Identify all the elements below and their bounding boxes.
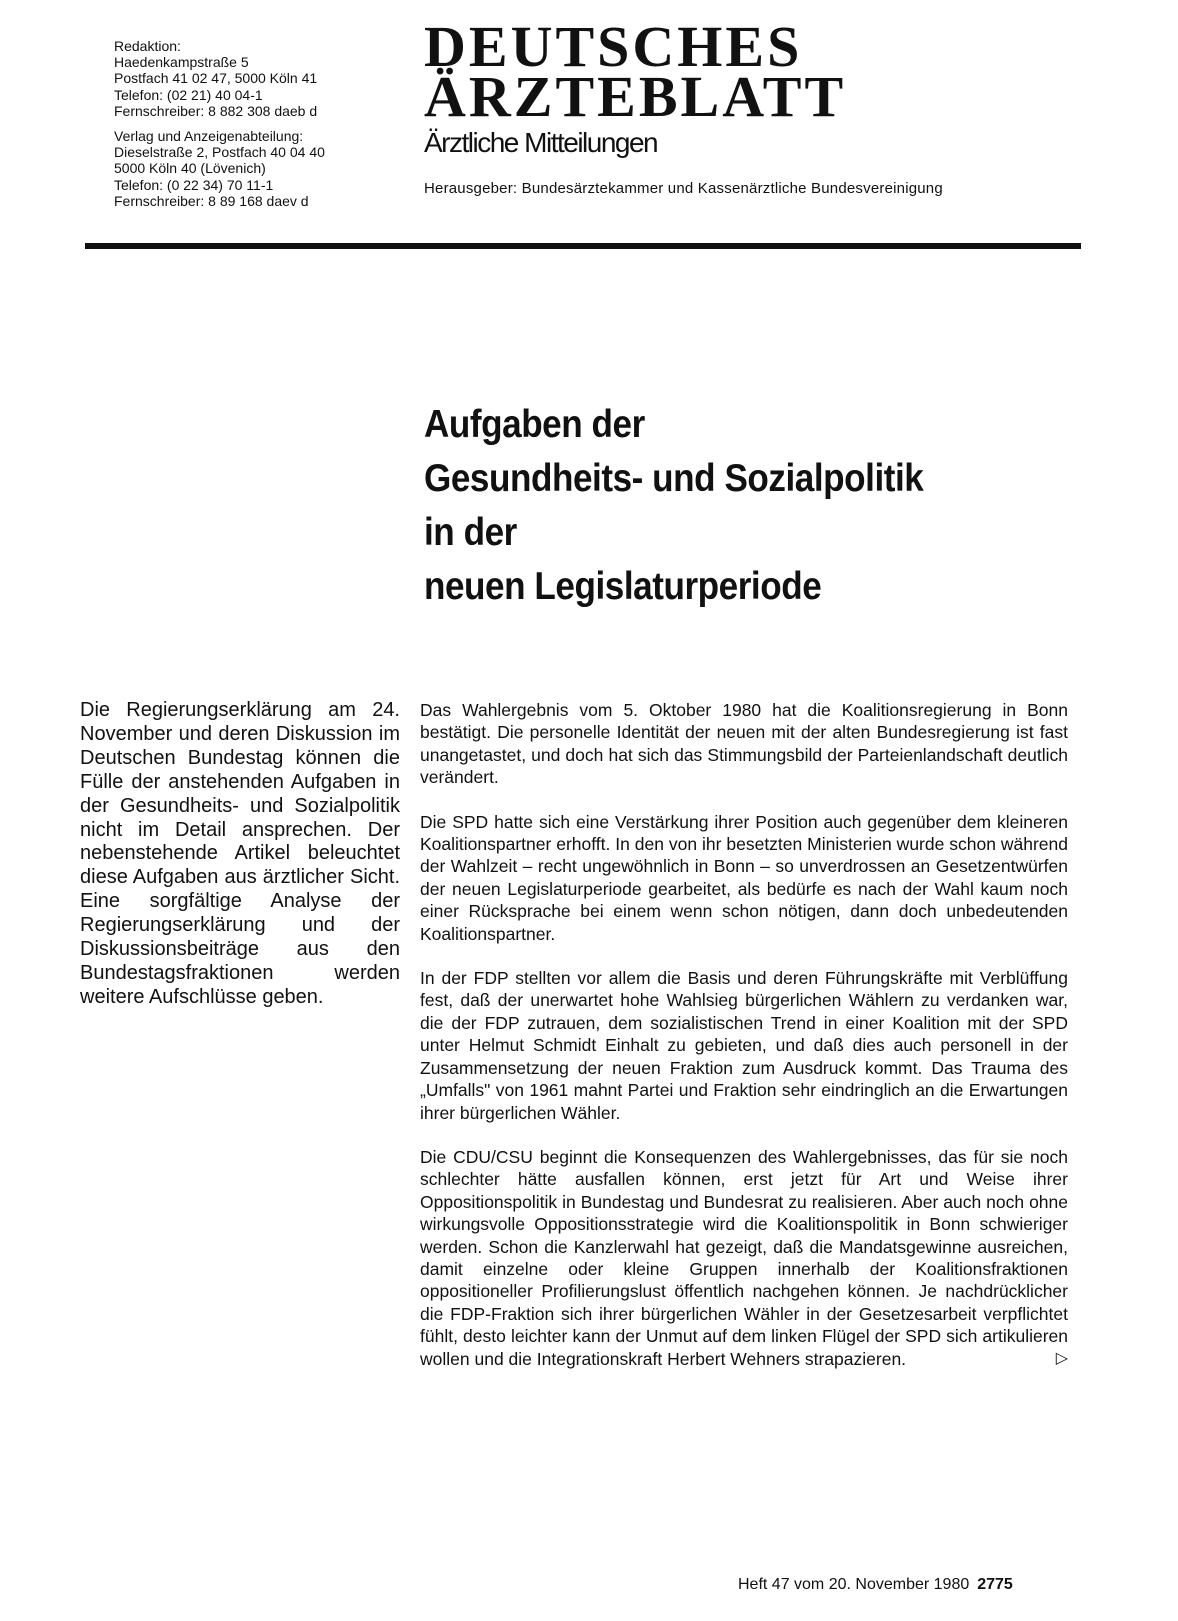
verlag-line: Fernschreiber: 8 89 168 daev d: [114, 192, 309, 209]
verlag-line: Verlag und Anzeigenabteilung:: [114, 128, 304, 145]
article-headline: [424, 398, 1104, 614]
issue-label: Heft 47 vom 20. November 1980: [738, 1576, 970, 1593]
body-paragraph: Das Wahlergebnis vom 5. Oktober 1980 hat die Koalitionsregierung in Bonn bestätigt. Die personelle Identität der neuen mit der alten Bundesregierung ist fast unangetastet, und doch hat sich das Stimmungsbild der Parteienlandschaft deutlich verändert.: [420, 700, 1068, 788]
body-paragraph: In der FDP stellten vor allem die Basis und deren Führungskräfte mit Verblüffung fest, daß der unerwartet hohe Wahlsieg bürgerlichen Wählern zu verdanken war, die der FDP zutrauen, dem sozialistischen Trend in einer Koalition mit der SPD unter Helmut Schmidt Einhalt zu gebieten, und daß dies auch personell in der Zusammensetzung der neuen Fraktion zum Ausdruck kommt. Das Trauma des „Umfalls" von 1961 mahnt Partei und Fraktion sehr eindringlich an die Erwartungen ihrer bürgerlichen Wähler.: [420, 968, 1068, 1123]
masthead-title-line2: ÄRZTEBLATT: [424, 64, 847, 129]
header-rule: [85, 243, 1081, 249]
body-paragraph: Die SPD hatte sich eine Verstärkung ihrer Position auch gegenüber dem kleineren Koalitionspartner erhofft. In den von ihr besetzten Ministerien wurde schon während der Wahlzeit – recht ungewöhnlich in Bonn – so unverdrossen an Gesetzentwürfen der neuen Legislaturperiode gearbeitet, als bedürfe es nach der Wahl kaum noch einer Rücksprache bei einem wenn schon nötigen, dann doch unbedeutenden Koalitionspartner.: [420, 811, 1068, 944]
headline-line: Gesundheits- und Sozialpolitik: [424, 457, 924, 500]
body-paragraph-last: [420, 1146, 1068, 1370]
headline-line: Aufgaben der: [424, 403, 645, 446]
verlag-line: Dieselstraße 2, Postfach 40 04 40: [114, 144, 325, 161]
redaktion-line: Fernschreiber: 8 882 308 daeb d: [114, 102, 318, 119]
article-body: [420, 699, 1068, 1370]
masthead-title-line1: DEUTSCHES: [424, 14, 803, 79]
redaktion-line: Postfach 41 02 47, 5000 Köln 41: [114, 70, 318, 87]
masthead-subtitle: Ärztliche Mitteilungen: [424, 127, 658, 158]
headline-line: in der: [424, 511, 517, 554]
headline-line: neuen Legislaturperiode: [424, 565, 822, 608]
article-intro: Die Regierungserklärung am 24. November und deren Diskussion im Deutschen Bundestag können die Fülle der anstehenden Aufgaben in der Gesundheits- und Sozialpolitik nicht im Detail ansprechen. Der nebenstehende Artikel beleuchtet diese Aufgaben aus ärztlicher Sicht. Eine sorgfältige Analyse der Regierungserklärung und der Diskussionsbeiträge aus den Bundestagsfraktionen werden weitere Aufschlüsse geben.: [80, 699, 400, 1008]
redaktion-line: Redaktion:: [114, 38, 181, 54]
body-paragraph-text: Die CDU/CSU beginnt die Konsequenzen des Wahlergebnisses, das für sie noch schlechter hätte ausfallen können, erst jetzt für Art und Weise ihrer Oppositionspolitik in Bundestag und Bundesrat zu realisieren. Aber auch noch ohne wirkungsvolle Oppositionsstrategie wird die Koalitionspolitik in Bonn schwieriger werden. Schon die Kanzlerwahl hat gezeigt, daß die Mandatsgewinne ausreichen, damit einzelne oder kleine Gruppen innerhalb der Koalitionsfraktionen oppositioneller Profilierungslust öffentlich nachgehen können. Je nachdrücklicher die FDP-Fraktion sich ihrer bürgerlichen Wähler in der Gesetzesarbeit verpflichtet fühlt, desto leichter kann der Unmut auf dem linken Flügel der SPD sich artikulieren wollen und die Integrationskraft Herbert Wehners strapazieren.: [420, 1146, 1068, 1369]
continue-arrow-icon: ▷: [1055, 1349, 1068, 1367]
masthead: [424, 14, 1084, 197]
verlag-line: 5000 Köln 40 (Lövenich): [114, 160, 266, 177]
redaktion-line: Telefon: (02 21) 40 04-1: [114, 86, 263, 103]
page-footer: [738, 1576, 1078, 1594]
redaktion-line: Haedenkampstraße 5: [114, 54, 249, 71]
verlag-line: Telefon: (0 22 34) 70 11-1: [114, 176, 274, 193]
page-number: 2775: [977, 1576, 1013, 1593]
contact-block: [114, 38, 414, 209]
masthead-publisher: Herausgeber: Bundesärztekammer und Kassenärztliche Bundesvereinigung: [424, 180, 943, 197]
